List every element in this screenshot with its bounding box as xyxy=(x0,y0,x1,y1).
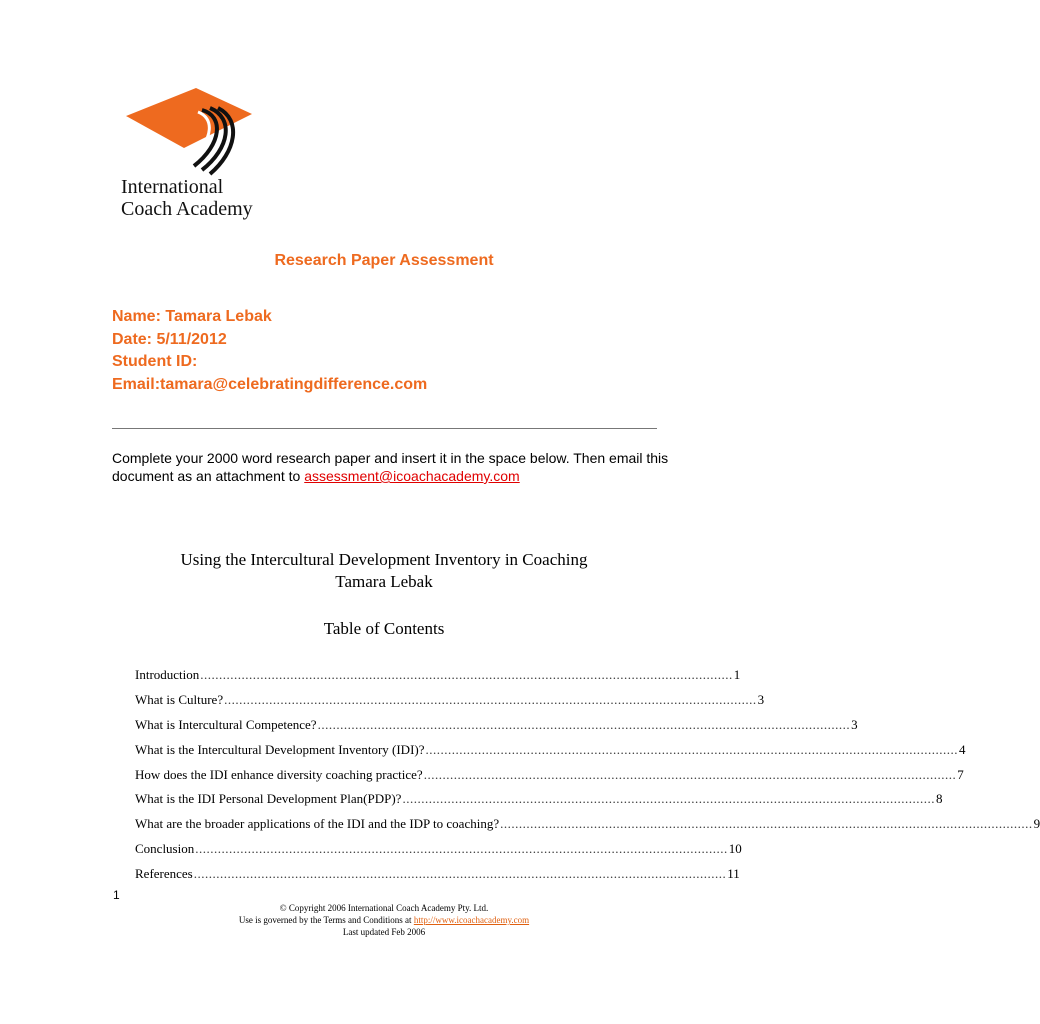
toc-entry-label: Conclusion xyxy=(135,840,195,856)
toc-entry[interactable] xyxy=(135,861,740,886)
footer-terms-text: Use is governed by the Terms and Conditions at xyxy=(238,915,414,925)
toc-leader: .............................................................................................................................................. xyxy=(500,816,1033,832)
toc-entry-label: What is the IDI Personal Development Plan(PDP)? xyxy=(135,791,402,807)
toc-entry-page: 4 xyxy=(959,741,966,757)
toc-entry[interactable] xyxy=(135,762,964,787)
toc-entry[interactable] xyxy=(135,837,742,862)
toc-entry-label: References xyxy=(135,865,193,881)
toc-entry-label: How does the IDI enhance diversity coaching practice? xyxy=(135,766,423,782)
toc-entry-page: 3 xyxy=(851,716,858,732)
toc-leader: .............................................................................................................................................. xyxy=(200,667,733,683)
toc-entry-page: 7 xyxy=(957,766,964,782)
toc-leader: .............................................................................................................................................. xyxy=(402,791,935,807)
student-email: Email:tamara@celebratingdifference.com xyxy=(112,375,428,393)
assessment-email-link[interactable]: assessment@icoachacademy.com xyxy=(304,468,520,484)
assessment-title: Research Paper Assessment xyxy=(274,252,494,269)
instructions xyxy=(112,449,672,485)
toc-entry[interactable] xyxy=(135,787,943,812)
student-date: Date: 5/11/2012 xyxy=(112,330,227,348)
instructions-text: Complete your 2000 word research paper and insert it in the space below. Then email this document as an attachment to xyxy=(112,450,669,484)
footer xyxy=(0,902,768,938)
toc-entry-page: 8 xyxy=(935,791,943,807)
mortarboard-logo-icon xyxy=(124,86,254,176)
toc-entry-page: 11 xyxy=(727,865,740,881)
student-info xyxy=(112,306,427,396)
toc-entry-page: 9 xyxy=(1033,816,1040,832)
toc-heading: Table of Contents xyxy=(323,619,445,638)
footer-copyright: © Copyright 2006 International Coach Academy Pty. Ltd. xyxy=(279,903,489,913)
toc-entry-label: Introduction xyxy=(135,667,200,683)
toc-entry-label: What is Intercultural Competence? xyxy=(135,716,317,732)
toc-entry-label: What are the broader applications of the IDI and the IDP to coaching? xyxy=(135,816,500,832)
toc-entry-page: 10 xyxy=(728,840,742,856)
footer-terms xyxy=(0,914,768,926)
divider xyxy=(112,428,657,429)
toc-entry[interactable] xyxy=(135,688,765,713)
toc-entry[interactable] xyxy=(135,713,858,738)
toc-leader: .............................................................................................................................................. xyxy=(317,716,851,732)
toc-entry-label: What is the Intercultural Development Inventory (IDI)? xyxy=(135,741,425,757)
paper-author: Tamara Lebak xyxy=(335,572,433,591)
footer-terms-link[interactable]: http://www.icoachacademy.com xyxy=(413,915,530,925)
toc-leader: .............................................................................................................................................. xyxy=(425,741,958,757)
page-number: 1 xyxy=(113,888,120,902)
table-of-contents xyxy=(135,663,1040,886)
toc-leader: .............................................................................................................................................. xyxy=(193,865,727,881)
toc-entry[interactable] xyxy=(135,812,1040,837)
toc-entry[interactable] xyxy=(135,663,741,688)
student-id: Student ID: xyxy=(112,353,198,370)
toc-leader: .............................................................................................................................................. xyxy=(224,692,757,708)
toc-leader: .............................................................................................................................................. xyxy=(195,840,728,856)
logo xyxy=(118,86,268,221)
toc-entry-page: 3 xyxy=(757,692,765,708)
paper-title: Using the Intercultural Development Inventory in Coaching xyxy=(180,550,588,569)
logo-line-1: International xyxy=(121,176,224,198)
toc-leader: .............................................................................................................................................. xyxy=(423,766,957,782)
paper-title-block xyxy=(0,549,768,593)
logo-line-2: Coach Academy xyxy=(121,198,253,220)
student-name: Name: Tamara Lebak xyxy=(112,308,272,325)
footer-updated: Last updated Feb 2006 xyxy=(342,927,426,937)
toc-entry-page: 1 xyxy=(733,667,741,683)
toc-entry[interactable] xyxy=(135,737,966,762)
toc-entry-label: What is Culture? xyxy=(135,692,224,708)
